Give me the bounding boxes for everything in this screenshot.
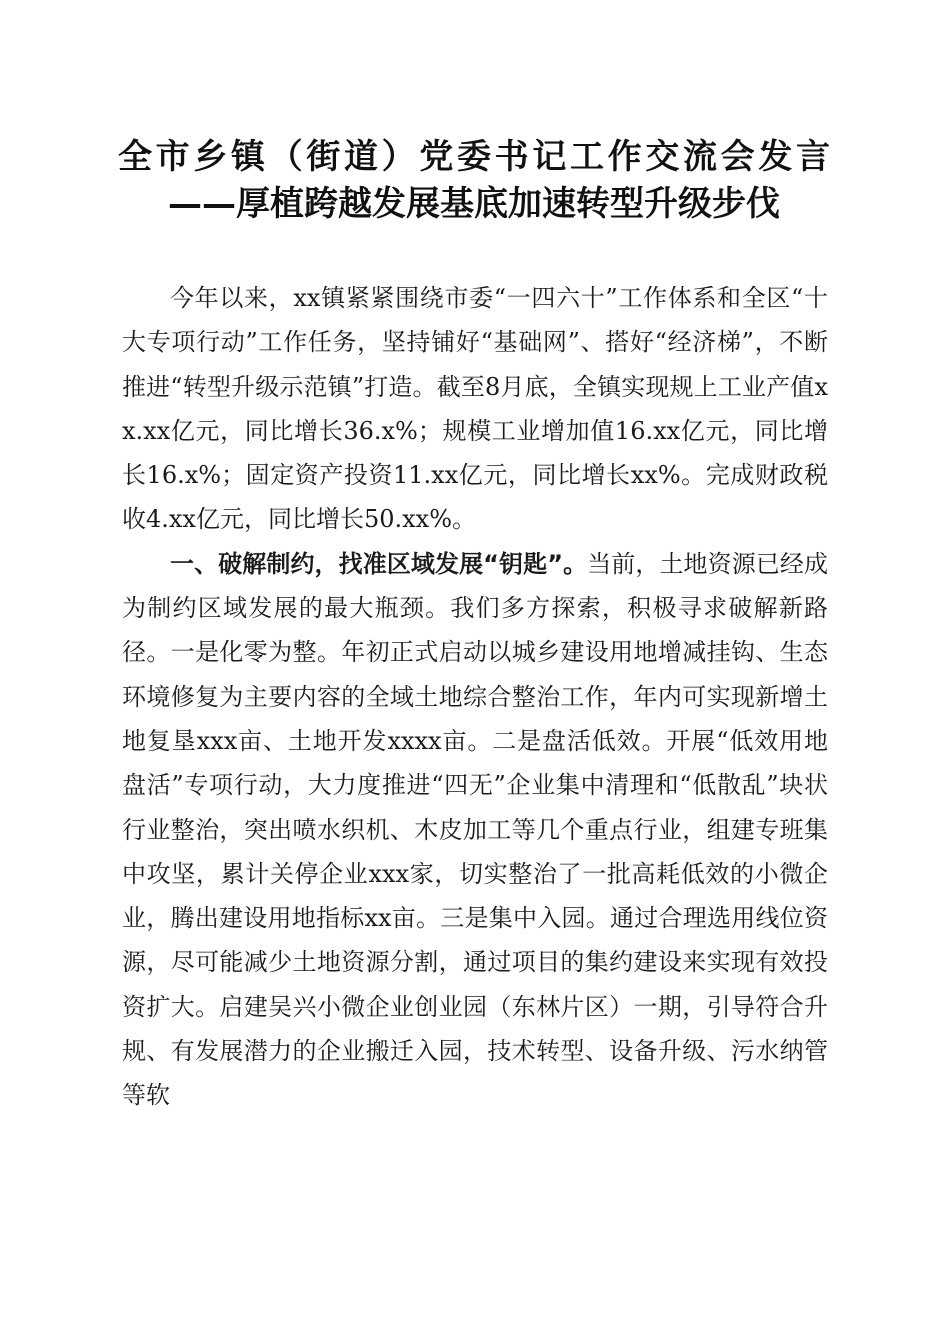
document-title: 全市乡镇（街道）党委书记工作交流会发言——厚植跨越发展基底加速转型升级步伐 — [118, 137, 830, 224]
section-1-text: 当前，土地资源已经成为制约区域发展的最大瓶颈。我们多方探索，积极寻求破解新路径。一是化零为整。年初正式启动以城乡建设用地增减挂钩、生态环境修复为主要内容的全域土地综合整治工作，年内可实现新增土地复垦xxx亩、土地开发xxxx亩。二是盘活低效。开展“低效用地盘活”专项行动，大力度推进“四无”企业集中清理和“低散乱”块状行业整治，突出喷水织机、木皮加工等几个重点行业，组建专班集中攻坚，累计关停企业xxx家，切实整治了一批高耗低效的小微企业，腾出建设用地指标xx亩。三是集中入园。通过合理选用线位资源，尽可能减少土地资源分割，通过项目的集约建设来实现有效投资扩大。启建吴兴小微企业创业园（东林片区）一期，引导符合升规、有发展潜力的企业搬迁入园，技术转型、设备升级、污水纳管等软 — [122, 549, 829, 1110]
intro-paragraph: 今年以来，xx镇紧紧围绕市委“一四六十”工作体系和全区“十大专项行动”工作任务，坚持铺好“基础网”、搭好“经济梯”，不断推进“转型升级示范镇”打造。截至8月底，全镇实现规上工业产值xx.xx亿元，同比增长36.x%；规模工业增加值16.xx亿元，同比增长16.x%；固定资产投资11.xx亿元，同比增长xx%。完成财政税收4.xx亿元，同比增长50.xx%。 — [122, 284, 828, 534]
section-1-heading: 一、破解制约，找准区域发展“钥匙”。 — [170, 549, 588, 578]
section-1-paragraph — [122, 542, 828, 1118]
document-body — [122, 276, 828, 1118]
